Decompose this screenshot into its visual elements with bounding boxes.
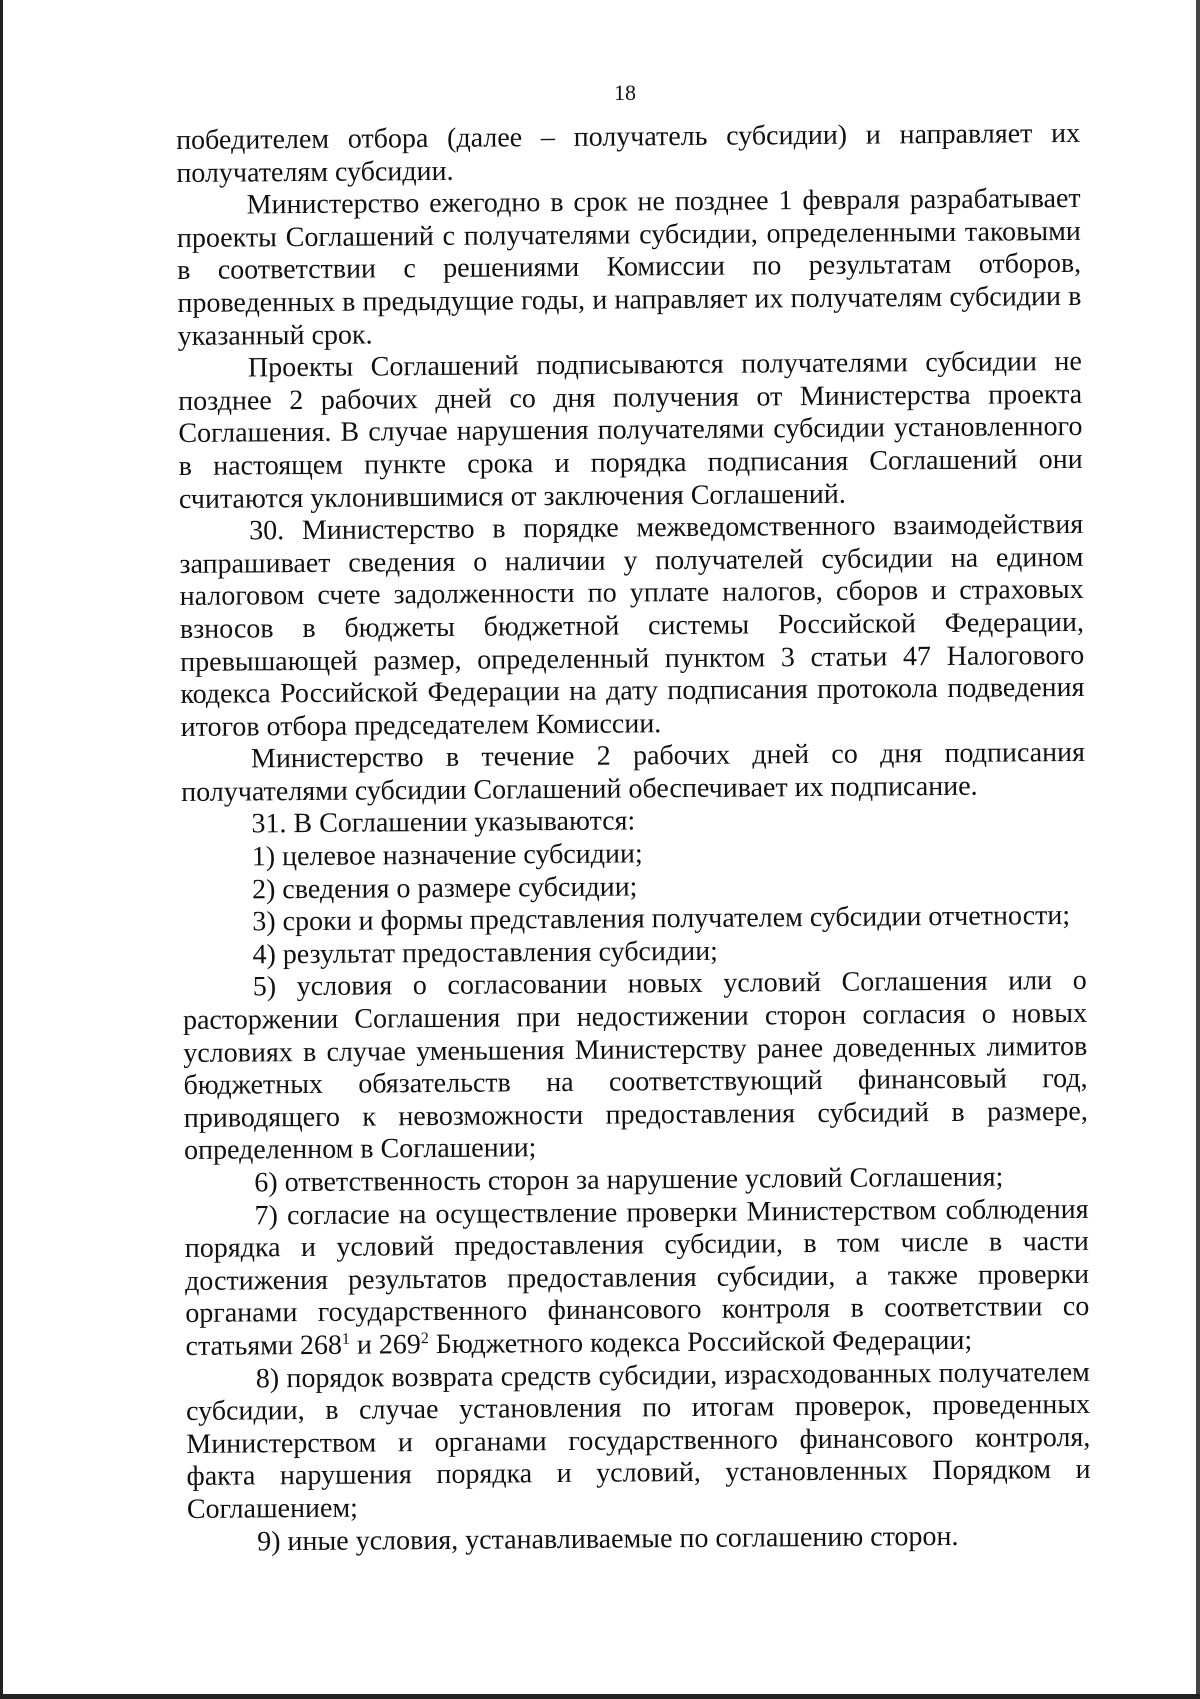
list-item: 5) условия о согласовании новых условий Соглашения или о расторжении Соглашения при недостижении сторон согласия о новых условиях в случае уменьшения Министерству ранее доведенных лимитов бюджетных обязательств на соответствующий финансовый год, приводящего к невозможности предоставления субсидий в размере, определенном в Соглашении; [182,965,1088,1167]
list-item-text: Бюджетного кодекса Российской Федерации; [428,1324,973,1361]
list-item: 2) сведения о размере субсидии; [251,871,638,906]
list-item: 9) иные условия, устанавливаемые по соглашению сторон. [257,1520,959,1557]
scan-edge-bottom [0,1694,1200,1699]
list-item: 3) сроки и формы представления получателем субсидии отчетности; [252,900,1071,938]
list-item-text: и 269 [349,1329,421,1361]
paragraph: Министерство ежегодно в срок не позднее 1 февраля разрабатывает проекты Соглашений с получателями субсидии, определенными таковыми в соответствии с решениями Комиссии по результатам отборов, проведенных в предыдущие годы, и направляет их получателям субсидии в указанный срок. [176,183,1082,352]
paragraph-item-31: 31. В Соглашении указываются: [251,805,636,840]
list-item [184,1193,1089,1363]
paragraph-item-30: 30. Министерство в порядке межведомственного взаимодействия запрашивает сведения о наличии у получателей субсидии на едином налоговом счете задолженности по уплате налогов, сборов и страховых взносов в бюджеты бюджетной системы Российской Федерации, превышающей размер, определенный пунктом 3 статьи 47 Налогового кодекса Российской Федерации на дату подписания протокола подведения итогов отбора председателем Комиссии. [179,509,1085,743]
list-item-text: 7) согласие на осуществление проверки Министерством соблюдения порядка и условий предоставления субсидии, в том числе в части достижения результатов предоставления субсидии, а также проверки органами государственного финансового контроля в соответствии со статьями 268 [184,1193,1090,1362]
paragraph: Проекты Соглашений подписываются получателями субсидии не позднее 2 рабочих дней со дня получения от Министерства проекта Соглашения. В случае нарушения получателями субсидии установленного в настоящем пункте срока и порядка подписания Соглашений они считаются уклонившимися от заключения Соглашений. [178,346,1083,515]
list-item: 8) порядок возврата средств субсидии, израсходованных получателем субсидии, в случае установления по итогам проверок, проведенных Министерством и органами государственного финансового контроля, факта нарушения порядка и условий, установленных Порядком и Соглашением; [185,1356,1091,1525]
superscript: 2 [420,1330,429,1348]
scan-edge-right [1196,0,1200,1699]
scan-edge-left [0,0,3,1699]
page-number: 18 [614,80,636,105]
list-item: 6) ответственность сторон за нарушение условий Соглашения; [254,1161,1004,1199]
paragraph: Министерство в течение 2 рабочих дней со дня подписания получателями субсидии Соглашений обеспечивает их подписание. [181,737,1086,808]
document-body [176,118,1091,1559]
superscript: 1 [341,1330,350,1348]
paragraph: победителем отбора (далее – получатель субсидии) и направляет их получателям субсидии. [176,117,1081,189]
list-item: 1) целевое назначение субсидии; [251,838,643,873]
list-item: 4) результат предоставления субсидии; [252,935,719,971]
